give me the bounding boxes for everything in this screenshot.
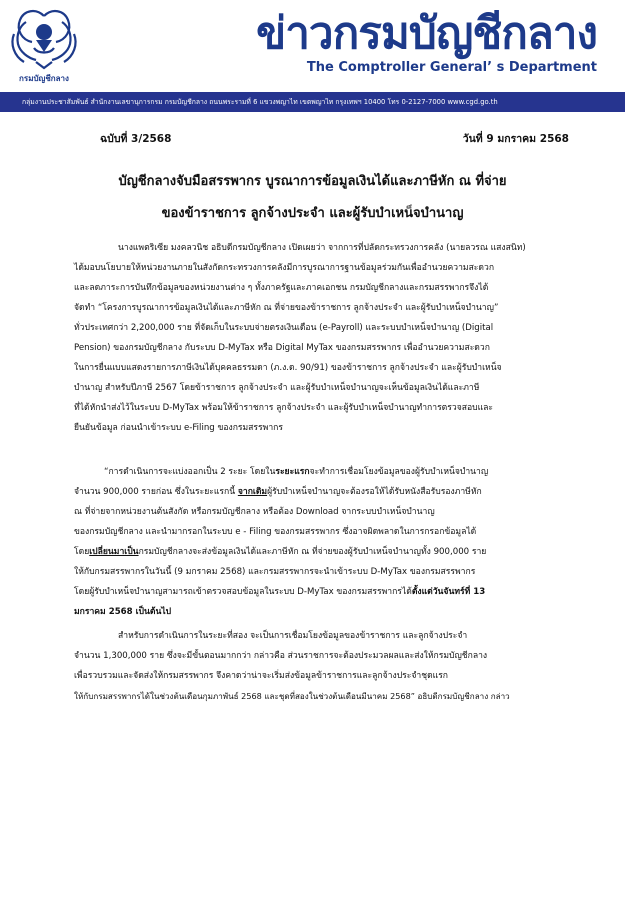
emphasis-start-date: ตั้งแต่วันจันทร์ที่ 13	[411, 587, 486, 597]
paragraph-3-line: เพื่อรวบรวมและจัดส่งให้กรมสรรพากร จึงคาดว่าน่าจะเริ่มส่งข้อมูลข้าราชการและลูกจ้างประจำชุดแรก	[74, 671, 449, 681]
paragraph-1-line: บำนาญ สำหรับปีภาษี 2567 โดยข้าราชการ ลูกจ้างประจำ และผู้รับบำเหน็จบำนาญจะเห็นข้อมูลเงินได้และภาษี	[74, 383, 480, 393]
paragraph-1-line: ได้มอบนโยบายให้หน่วยงานภายในสังกัดกระทรวงการคลังมีการบูรณาการฐานข้อมูลร่วมกันเพื่ออำนวยความสะดวก	[74, 263, 495, 273]
paragraph-2-line: จำนวน 900,000 รายก่อน ซึ่งในระยะแรกนี้ จากเดิมผู้รับบำเหน็จบำนาญจะต้องรอให้ได้รับหนังสือรับรองภาษีหัก	[74, 487, 482, 497]
paragraph-2-line: โดยผู้รับบำเหน็จบำนาญสามารถเข้าตรวจสอบข้อมูลในระบบ D-MyTax ของกรมสรรพากรได้ตั้งแต่วันจันทร์ที่ 13	[74, 587, 486, 597]
logo-caption: กรมบัญชีกลาง	[19, 74, 69, 83]
paragraph-1-line: นางแพตริเซีย มงคลวนิช อธิบดีกรมบัญชีกลาง เปิดเผยว่า จากการที่ปลัดกระทรวงการคลัง (นายลวรณ แสงสนิท)	[118, 243, 526, 253]
garuda-emblem-icon	[6, 4, 82, 74]
headline-line-2: ของข้าราชการ ลูกจ้างประจำ และผู้รับบำเหน็จบำนาญ	[161, 206, 464, 221]
brand-block	[256, 10, 597, 75]
contact-info: กลุ่มงานประชาสัมพันธ์ สำนักงานเลขานุการกรม กรมบัญชีกลาง ถนนพระรามที่ 6 แขวงพญาไท เขตพญาไท กรุงเทพฯ 10400 โทร 0-2127-7000 www.cgd.go.th	[22, 98, 498, 106]
cgd-logo	[6, 4, 82, 92]
paragraph-2-line: ของกรมบัญชีกลาง และนำมากรอกในระบบ e - Filing ของกรมสรรพากร ซึ่งอาจผิดพลาดในการกรอกข้อมูลได้	[74, 527, 477, 537]
emphasis-changed-to: เปลี่ยนมาเป็น	[89, 547, 139, 557]
paragraph-3-line: ให้กับกรมสรรพากรได้ในช่วงต้นเดือนกุมภาพันธ์ 2568 และชุดที่สองในช่วงต้นเดือนมีนาคม 2568” อธิบดีกรมบัญชีกลาง กล่าว	[74, 691, 510, 701]
paragraph-2-line: ณ ที่จ่ายจากหน่วยงานต้นสังกัด หรือกรมบัญชีกลาง หรือต้อง Download จากระบบบำเหน็จบำนาญ	[74, 507, 435, 517]
paragraph-1-line: และลดภาระการบันทึกข้อมูลของหน่วยงานต่าง ๆ ทั้งภาครัฐและภาคเอกชน กรมบัญชีกลางและกรมสรรพากรจึงได้	[74, 283, 489, 293]
paragraph-2-line: ให้กับกรมสรรพากรในวันนี้ (9 มกราคม 2568) และกรมสรรพากรจะนำเข้าระบบ D-MyTax ของกรมสรรพากร	[74, 567, 476, 577]
paragraph-1-line: ยืนยันข้อมูล ก่อนนำเข้าระบบ e-Filing ของกรมสรรพากร	[74, 423, 283, 433]
paragraph-2-line: โดยเปลี่ยนมาเป็นกรมบัญชีกลางจะส่งข้อมูลเงินได้และภาษีหัก ณ ที่จ่ายของผู้รับบำเหน็จบำนาญทั้ง 900,000 ราย	[74, 547, 487, 557]
paragraph-3-line: จำนวน 1,300,000 ราย ซึ่งจะมีขั้นตอนมากกว่า กล่าวคือ ส่วนราชการจะต้องประมวลผลและส่งให้กรมบัญชีกลาง	[74, 651, 488, 661]
headline-line-1: บัญชีกลางจับมือสรรพากร บูรณาการข้อมูลเงินได้และภาษีหัก ณ ที่จ่าย	[118, 174, 507, 189]
paragraph-2-line: มกราคม 2568 เป็นต้นไป	[74, 607, 172, 617]
paragraph-3-line: สำหรับการดำเนินการในระยะที่สอง จะเป็นการเชื่อมโยงข้อมูลของข้าราชการ และลูกจ้างประจำ	[118, 631, 468, 641]
paragraph-2-line: “การดำเนินการจะแบ่งออกเป็น 2 ระยะ โดยในระยะแรกจะทำการเชื่อมโยงข้อมูลของผู้รับบำเหน็จบำนาญ	[104, 467, 489, 477]
release-number: ฉบับที่ 3/2568	[100, 133, 172, 145]
emphasis-phase-one: ระยะแรก	[275, 467, 310, 477]
emphasis-previously: จากเดิม	[237, 487, 268, 497]
paragraph-1-line: ที่ได้หักนำส่งไว้ในระบบ D-MyTax พร้อมให้ข้าราชการ ลูกจ้างประจำ และผู้รับบำเหน็จบำนาญทำการตรวจสอบและ	[74, 403, 494, 413]
paragraph-1-line: จัดทำ “โครงการบูรณาการข้อมูลเงินได้และภาษีหัก ณ ที่จ่ายของข้าราชการ ลูกจ้างประจำ และผู้รับบำเหน็จบำนาญ”	[74, 303, 499, 313]
release-date: วันที่ 9 มกราคม 2568	[462, 133, 569, 145]
paragraph-1-line: Pension) ของกรมบัญชีกลาง กับระบบ D-MyTax หรือ Digital MyTax ของกรมสรรพากร เพื่ออำนวยความสะดวก	[74, 343, 490, 353]
paragraph-1-line: ทั่วประเทศกว่า 2,200,000 ราย ที่จัดเก็บในระบบจ่ายตรงเงินเดือน (e-Payroll) และระบบบำเหน็จบำนาญ (Digital	[74, 323, 494, 333]
paragraph-1-line: ในการยื่นแบบแสดงรายการภาษีเงินได้บุคคลธรรมดา (ภ.ง.ด. 90/91) ของข้าราชการ ลูกจ้างประจำ และผู้รับบำเหน็จ	[74, 363, 502, 373]
brand-title-thai: ข่าวกรมบัญชีกลาง	[256, 8, 597, 59]
brand-title-english: The Comptroller General’ s Department	[306, 60, 597, 75]
